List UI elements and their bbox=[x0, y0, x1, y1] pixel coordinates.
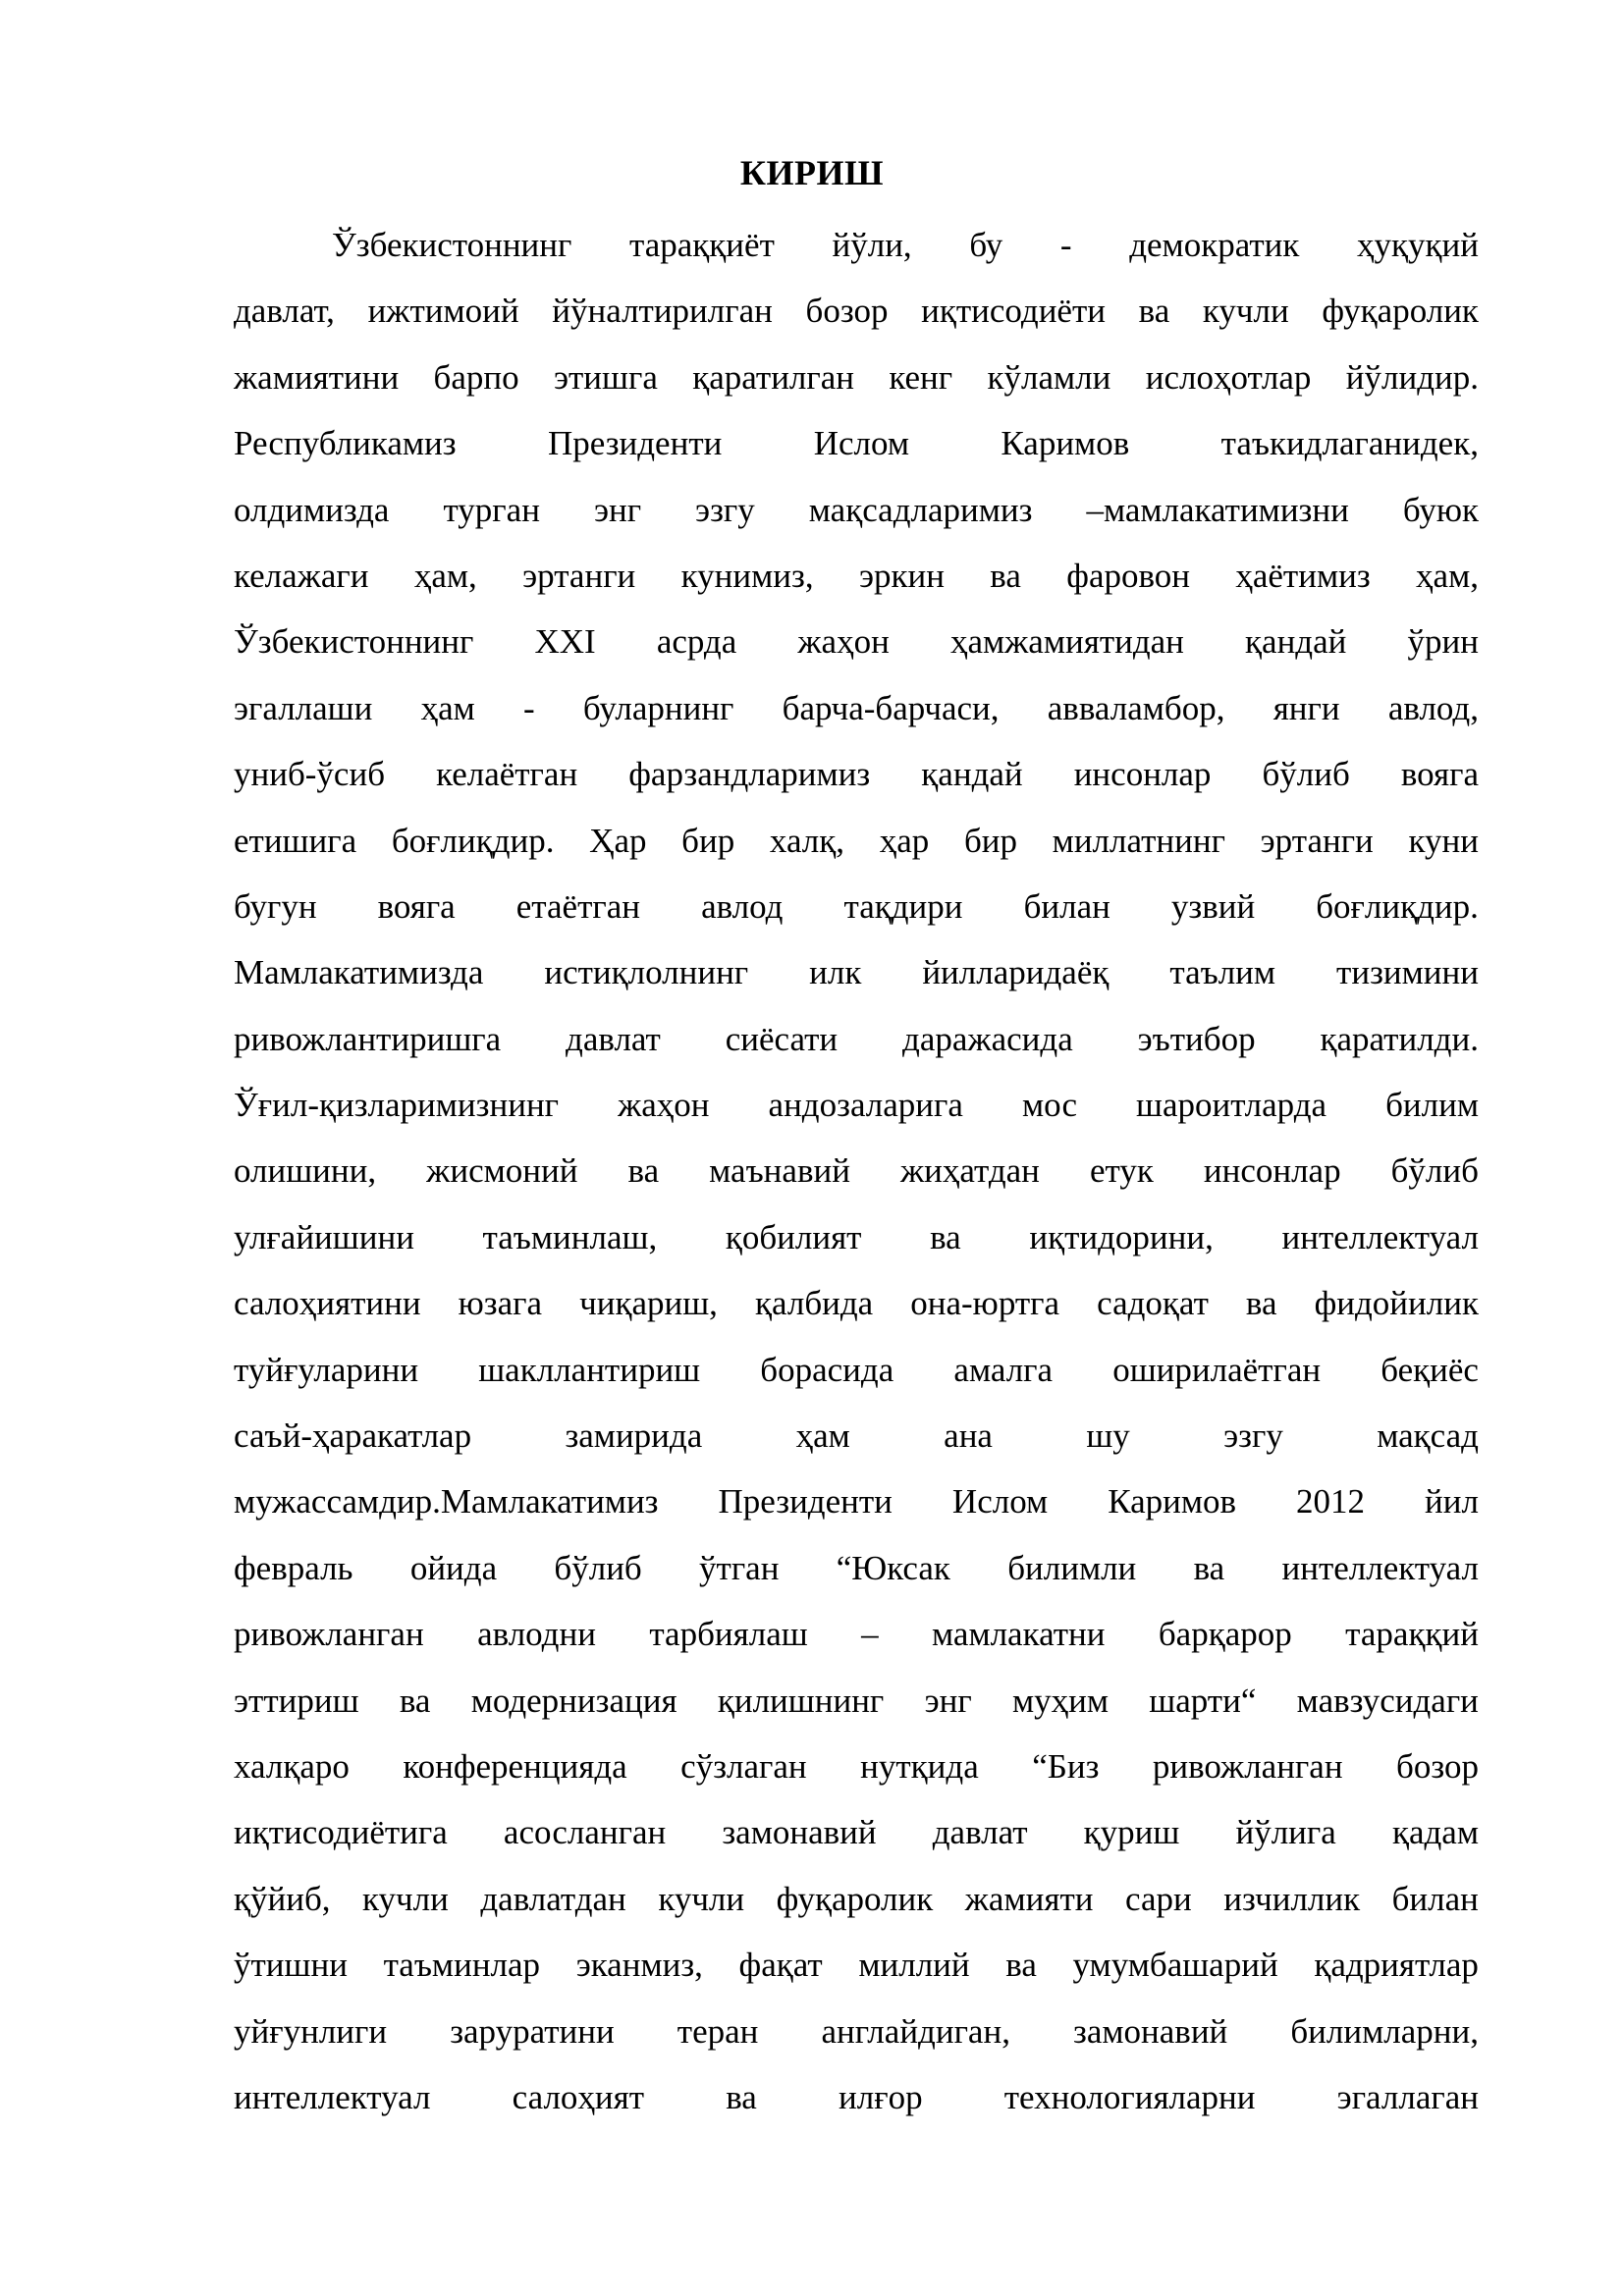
text-line: халқаро конференцияда сўзлаган нутқида “Биз ривожланган бозор bbox=[234, 1746, 1479, 1786]
text-line: Мамлакатимизда истиқлолнинг илк йилларидаёқ таълим тизимини bbox=[234, 953, 1479, 992]
text-line: келажаги ҳам, эртанги кунимиз, эркин ва фаровон ҳаётимиз ҳам, bbox=[234, 556, 1479, 595]
text-line: қўйиб, кучли давлатдан кучли фуқаролик жамияти сари изчиллик билан bbox=[234, 1879, 1479, 1918]
text-line: ривожлантиришга давлат сиёсати даражасида эътибор қаратилди. bbox=[234, 1019, 1479, 1058]
text-line: февраль ойида бўлиб ўтган “Юксак билимли ва интеллектуал bbox=[234, 1548, 1479, 1587]
text-line: уйғунлиги заруратини теран англайдиган, замонавий билимларни, bbox=[234, 2011, 1479, 2051]
text-line: ривожланган авлодни тарбиялаш – мамлакатни барқарор тараққий bbox=[234, 1615, 1479, 1654]
text-line: давлат, ижтимоий йўналтирилган бозор иқтисодиёти ва кучли фуқаролик bbox=[234, 292, 1479, 331]
text-line: Ўзбекистоннинг тараққиёт йўли, бу - демократик ҳуқуқий bbox=[332, 226, 1479, 264]
text-line: саъй-ҳаракатлар замирида ҳам ана шу эзгу мақсад bbox=[234, 1416, 1479, 1456]
text-line: олдимизда турган энг эзгу мақсадларимиз –мамлакатимизни буюк bbox=[234, 490, 1479, 529]
text-line: униб-ўсиб келаётган фарзандларимиз қандай инсонлар бўлиб вояга bbox=[234, 755, 1479, 794]
page-title: КИРИШ bbox=[739, 153, 885, 192]
text-line: улғайишини таъминлаш, қобилият ва иқтидорини, интеллектуал bbox=[234, 1217, 1479, 1256]
text-line: интеллектуал салоҳият ва илғор технологияларни эгаллаган bbox=[234, 2077, 1479, 2116]
text-line: жамиятини барпо этишга қаратилган кенг кўламли ислоҳотлар йўлидир. bbox=[234, 357, 1479, 397]
text-line: салоҳиятини юзага чиқариш, қалбида она-юртга садоқат ва фидойилик bbox=[234, 1284, 1479, 1323]
text-line: Ўзбекистоннинг XXI асрда жаҳон ҳамжамиятидан қандай ўрин bbox=[234, 622, 1479, 662]
text-line: туйғуларини шакллантириш борасида амалга оширилаётган беқиёс bbox=[234, 1350, 1479, 1389]
text-line: олишини, жисмоний ва маънавий жиҳатдан етук инсонлар бўлиб bbox=[234, 1151, 1479, 1191]
text-line: етишига боғлиқдир. Ҳар бир халқ, ҳар бир миллатнинг эртанги куни bbox=[234, 821, 1479, 860]
text-line: иқтисодиётига асосланган замонавий давлат қуриш йўлига қадам bbox=[234, 1813, 1479, 1852]
text-line: Республикамиз Президенти Ислом Каримов таъкидлаганидек, bbox=[234, 424, 1479, 463]
text-line: бугун вояга етаётган авлод тақдири билан узвий боғлиқдир. bbox=[234, 886, 1479, 926]
text-line: Ўғил-қизларимизнинг жаҳон андозаларига мос шароитларда билим bbox=[234, 1086, 1479, 1125]
body-text bbox=[234, 218, 1479, 2136]
text-line: эгаллаши ҳам - буларнинг барча-барчаси, авваламбор, янги авлод, bbox=[234, 688, 1479, 727]
text-line: эттириш ва модернизация қилишнинг энг муҳим шарти“ мавзусидаги bbox=[234, 1681, 1479, 1720]
text-line: мужассамдир.Мамлакатимиз Президенти Ислом Каримов 2012 йил bbox=[234, 1482, 1479, 1522]
text-line: ўтишни таъминлар эканмиз, фақат миллий ва умумбашарий қадриятлар bbox=[234, 1946, 1479, 1985]
